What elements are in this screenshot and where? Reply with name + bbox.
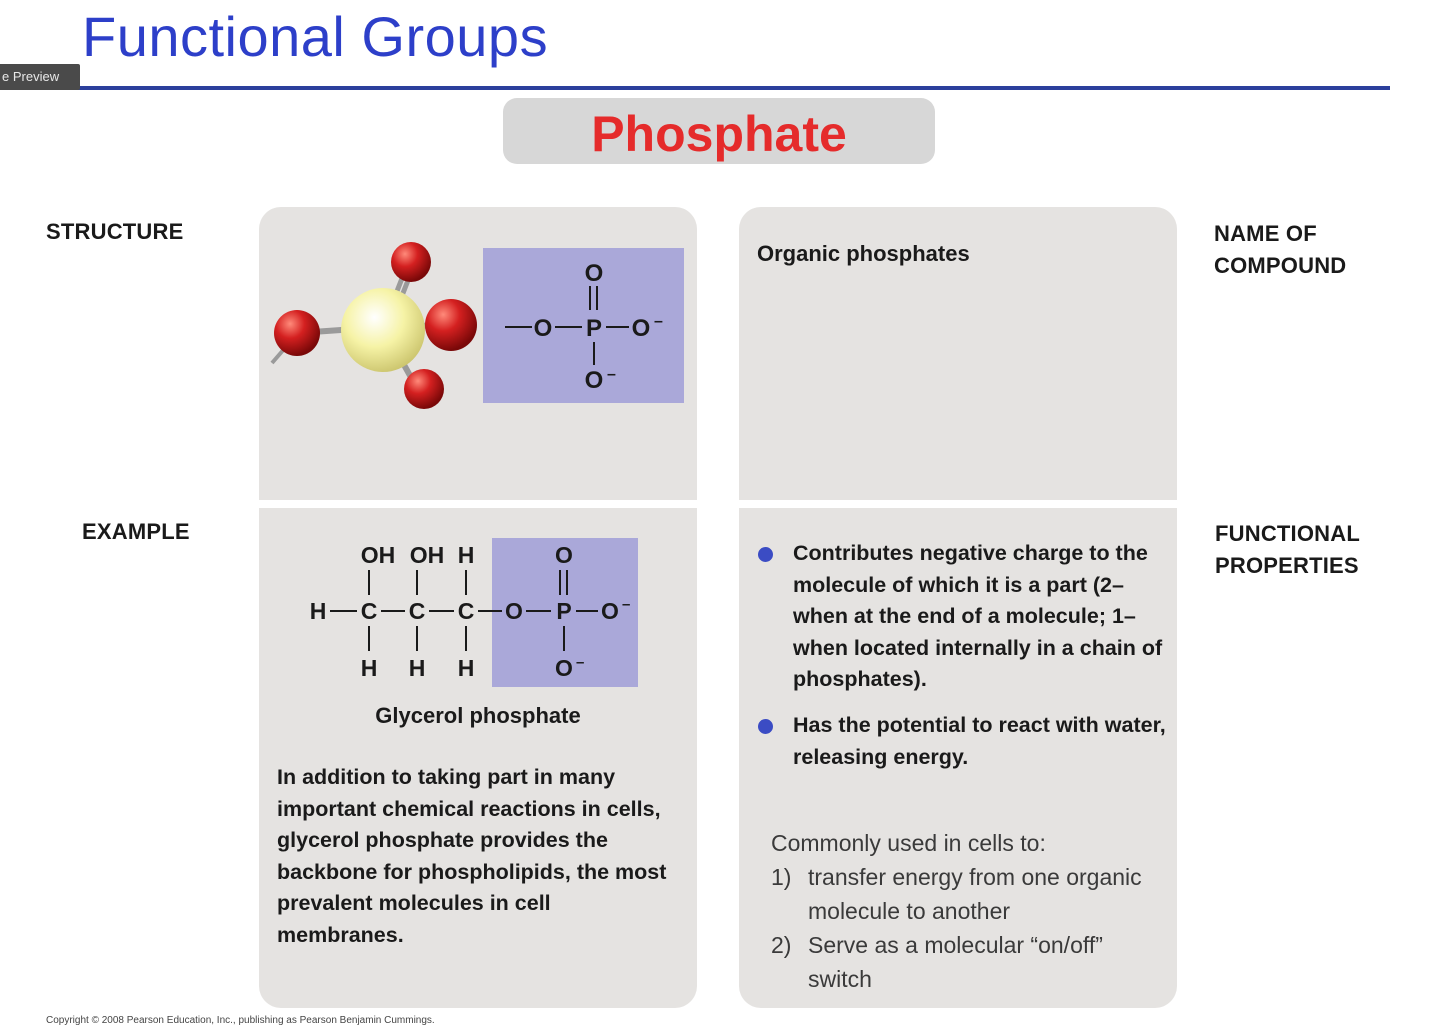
phosphorus-atom xyxy=(341,288,425,372)
formula-phosphorus: P xyxy=(556,598,572,624)
list-item xyxy=(771,928,1171,996)
item-text: Serve as a molecular “on/off” switch xyxy=(808,932,1103,992)
phosphate-ball-and-stick-model xyxy=(268,235,483,415)
example-caption: Glycerol phosphate xyxy=(375,703,581,728)
property-text: Contributes negative charge to the molecule of which it is a part (2– when at the end of a molecule; 1– when located internally in a chain of phosphates). xyxy=(793,541,1163,692)
formula-phosphorus: P xyxy=(585,315,603,342)
functional-properties-label xyxy=(1215,518,1360,582)
functional-properties-label-line2: PROPERTIES xyxy=(1215,553,1359,578)
group-name-banner: Phosphate xyxy=(503,98,935,164)
structure-label: STRUCTURE xyxy=(46,219,184,244)
property-text: Has the potential to react with water, releasing energy. xyxy=(793,712,1166,769)
formula-c-1: C xyxy=(360,598,378,624)
formula-c-3: C xyxy=(457,598,475,624)
glycerol-phosphate-formula xyxy=(300,535,660,695)
oxygen-atom-top xyxy=(391,242,431,282)
formula-bottom-oxygen: O xyxy=(584,367,604,394)
formula-bottom-charge: – xyxy=(607,366,616,383)
item-number: 2) xyxy=(771,932,792,958)
example-description: In addition to taking part in many important chemical reactions in cells, glycerol phosphate provides the backbone for phospholipids, the most prevalent molecules in cell membranes. xyxy=(277,765,667,947)
formula-top-oxygen: O xyxy=(584,260,604,287)
item-number: 1) xyxy=(771,864,792,890)
formula-link-oxygen: O xyxy=(505,598,523,624)
formula-h-top: H xyxy=(457,542,475,568)
formula-right-oxygen: O xyxy=(601,598,619,624)
formula-h-bottom-1: H xyxy=(360,655,378,681)
title-underline xyxy=(0,86,1390,90)
formula-bottom-charge: – xyxy=(576,654,585,671)
functional-properties-list xyxy=(758,538,1168,787)
bullet-icon xyxy=(758,547,773,562)
name-of-compound-label-line2: COMPOUND xyxy=(1214,253,1347,278)
oxygen-atom-left xyxy=(274,310,320,356)
preview-badge[interactable]: e Preview xyxy=(0,64,80,90)
formula-top-oxygen: O xyxy=(555,542,573,568)
formula-right-charge: – xyxy=(654,313,663,330)
commonly-used-heading: Commonly used in cells to: xyxy=(771,830,1046,856)
item-text: transfer energy from one organic molecule to another xyxy=(808,864,1142,924)
list-item xyxy=(771,860,1171,928)
phosphate-group-formula xyxy=(483,248,684,403)
formula-bottom-oxygen: O xyxy=(555,655,573,681)
oxygen-atom-right xyxy=(425,299,477,351)
formula-left-oxygen: O xyxy=(533,315,553,342)
commonly-used-section xyxy=(771,826,1171,996)
oxygen-atom-bottom xyxy=(404,369,444,409)
formula-right-oxygen: O xyxy=(631,315,651,342)
formula-oh-1: OH xyxy=(360,542,396,568)
list-item xyxy=(758,710,1168,773)
formula-c-2: C xyxy=(408,598,426,624)
formula-h-bottom-3: H xyxy=(457,655,475,681)
formula-oh-2: OH xyxy=(409,542,445,568)
functional-properties-label-line1: FUNCTIONAL xyxy=(1215,521,1360,546)
slide-title: Functional Groups xyxy=(82,5,549,68)
name-of-compound-label xyxy=(1214,218,1346,282)
copyright-notice: Copyright © 2008 Pearson Education, Inc., publishing as Pearson Benjamin Cummings. xyxy=(46,1015,435,1026)
bullet-icon xyxy=(758,719,773,734)
formula-right-charge: – xyxy=(622,596,631,613)
compound-name: Organic phosphates xyxy=(757,241,970,266)
name-of-compound-label-line1: NAME OF xyxy=(1214,221,1317,246)
example-label: EXAMPLE xyxy=(82,519,190,544)
formula-h-left: H xyxy=(309,598,327,624)
list-item xyxy=(758,538,1168,696)
formula-h-bottom-2: H xyxy=(408,655,426,681)
